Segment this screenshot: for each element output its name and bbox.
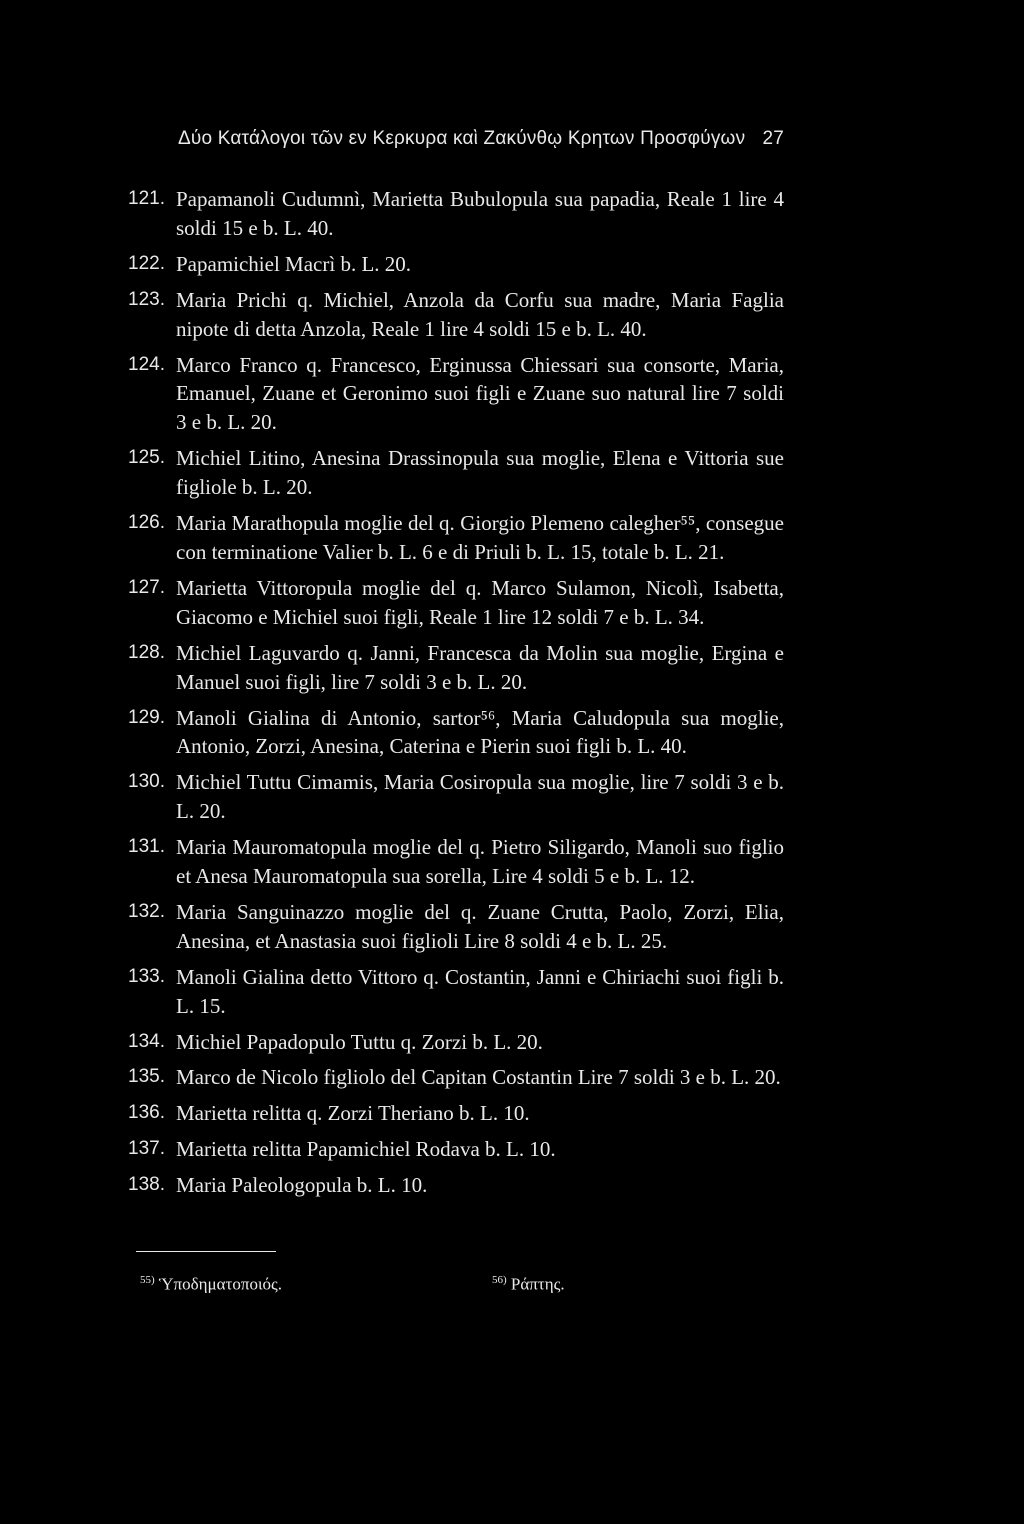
list-item [128, 250, 784, 279]
list-item [128, 768, 784, 826]
list-item [128, 704, 784, 762]
entry-number: 122. [128, 252, 165, 274]
entry-text: Maria Marathopula moglie del q. Giorgio Plemeno calegher⁵⁵, consegue con terminatione Valier b. L. 6 e di Priuli b. L. 15, totale b. L. 21. [176, 511, 784, 564]
entry-text: Marco de Nicolo figliolo del Capitan Costantin Lire 7 soldi 3 e b. L. 20. [176, 1065, 781, 1090]
footnote-mark: 56) [492, 1274, 507, 1286]
entry-text: Maria Mauromatopula moglie del q. Pietro Siligardo, Manoli suo figlio et Anesa Mauromatopula sua sorella, Lire 4 soldi 5 e b. L. 12. [176, 835, 784, 889]
entry-text: Marietta relitta q. Zorzi Theriano b. L. 10. [176, 1101, 530, 1126]
entry-number: 137. [128, 1138, 165, 1160]
entry-number: 124. [128, 353, 165, 375]
entry-number: 133. [128, 965, 165, 987]
list-item [128, 1171, 784, 1200]
entry-number: 138. [128, 1174, 165, 1196]
entry-text: Michiel Litino, Anesina Drassinopula sua moglie, Elena e Vittoria sue figliole b. L. 20. [176, 446, 784, 500]
entry-text: Michiel Tuttu Cimamis, Maria Cosiropula sua moglie, lire 7 soldi 3 e b. L. 20. [176, 770, 784, 824]
entry-text: Papamichiel Macrì b. L. 20. [176, 251, 412, 276]
entry-number: 121. [128, 188, 165, 209]
entry-number: 123. [128, 288, 165, 310]
list-item [128, 833, 784, 891]
entry-text: Marco Franco q. Francesco, Erginussa Chiessari sua consorte, Maria, Emanuel, Zuane et Geronimo suoi figli e Zuane suo natural lire 7 soldi 3 e b. L. 20. [176, 352, 784, 435]
entry-text: Maria Paleologopula b. L. 10. [176, 1173, 428, 1198]
entry-list [128, 185, 784, 1207]
list-item [128, 1063, 784, 1092]
entry-number: 129. [128, 706, 165, 728]
entry-number: 127. [128, 576, 165, 598]
entry-text: Marietta relitta Papamichiel Rodava b. L. 10. [176, 1137, 556, 1162]
running-header [178, 128, 784, 150]
footnote-text: Ράπτης. [510, 1274, 565, 1294]
list-item [128, 963, 784, 1021]
entry-text: Papamanoli Cudumnì, Marietta Bubulopula sua papadia, Reale 1 lire 4 soldi 15 e b. L. 40. [176, 187, 784, 240]
list-item [128, 509, 784, 567]
entry-number: 136. [128, 1102, 165, 1124]
header-title: Δύο Κατάλογοι τῶν εν Κερκυρα καὶ Ζακύνθῳ Κρητων Προσφύγων [178, 128, 746, 149]
entry-number: 135. [128, 1066, 165, 1088]
list-item [128, 639, 784, 697]
entry-text: Manoli Gialina detto Vittoro q. Costantin, Janni e Chiriachi suoi figli b. L. 15. [176, 964, 784, 1018]
entry-number: 132. [128, 900, 165, 922]
footnote [492, 1274, 565, 1295]
entry-text: Marietta Vittoropula moglie del q. Marco Sulamon, Nicolì, Isabetta, Giacomo e Michiel suoi figli, Reale 1 lire 12 soldi 7 e b. L. 34. [176, 575, 784, 629]
page-number: 27 [762, 128, 784, 149]
entry-text: Maria Prichi q. Michiel, Anzola da Corfu sua madre, Maria Faglia nipote di detta Anzola, Reale 1 lire 4 soldi 15 e b. L. 40. [176, 287, 784, 341]
list-item [128, 185, 784, 243]
list-item [128, 574, 784, 632]
list-item [128, 898, 784, 956]
entry-number: 130. [128, 771, 165, 793]
list-item [128, 1028, 784, 1057]
list-item [128, 351, 784, 438]
list-item [128, 286, 784, 344]
entry-text: Michiel Laguvardo q. Janni, Francesca da Molin sua moglie, Ergina e Manuel suoi figli, lire 7 soldi 3 e b. L. 20. [176, 640, 784, 694]
list-item [128, 1135, 784, 1164]
entry-number: 126. [128, 512, 165, 534]
list-item [128, 444, 784, 502]
list-item [128, 1099, 784, 1128]
entry-number: 125. [128, 447, 165, 469]
entry-number: 134. [128, 1030, 165, 1052]
footnote-text: Ὑποδηματοποιός. [158, 1274, 283, 1294]
entry-text: Manoli Gialina di Antonio, sartor⁵⁶, Maria Caludopula sua moglie, Antonio, Zorzi, Anesina, Caterina e Pierin suoi figli b. L. 40. [176, 705, 784, 759]
entry-text: Maria Sanguinazzo moglie del q. Zuane Crutta, Paolo, Zorzi, Elia, Anesina, et Anastasia suoi figlioli Lire 8 soldi 4 e b. L. 25. [176, 899, 784, 953]
footnote [140, 1274, 282, 1295]
entry-number: 131. [128, 836, 165, 858]
footnote-mark: 55) [140, 1274, 155, 1286]
entry-text: Michiel Papadopulo Tuttu q. Zorzi b. L. 20. [176, 1029, 543, 1054]
entry-number: 128. [128, 641, 165, 663]
footnote-divider [136, 1251, 276, 1252]
